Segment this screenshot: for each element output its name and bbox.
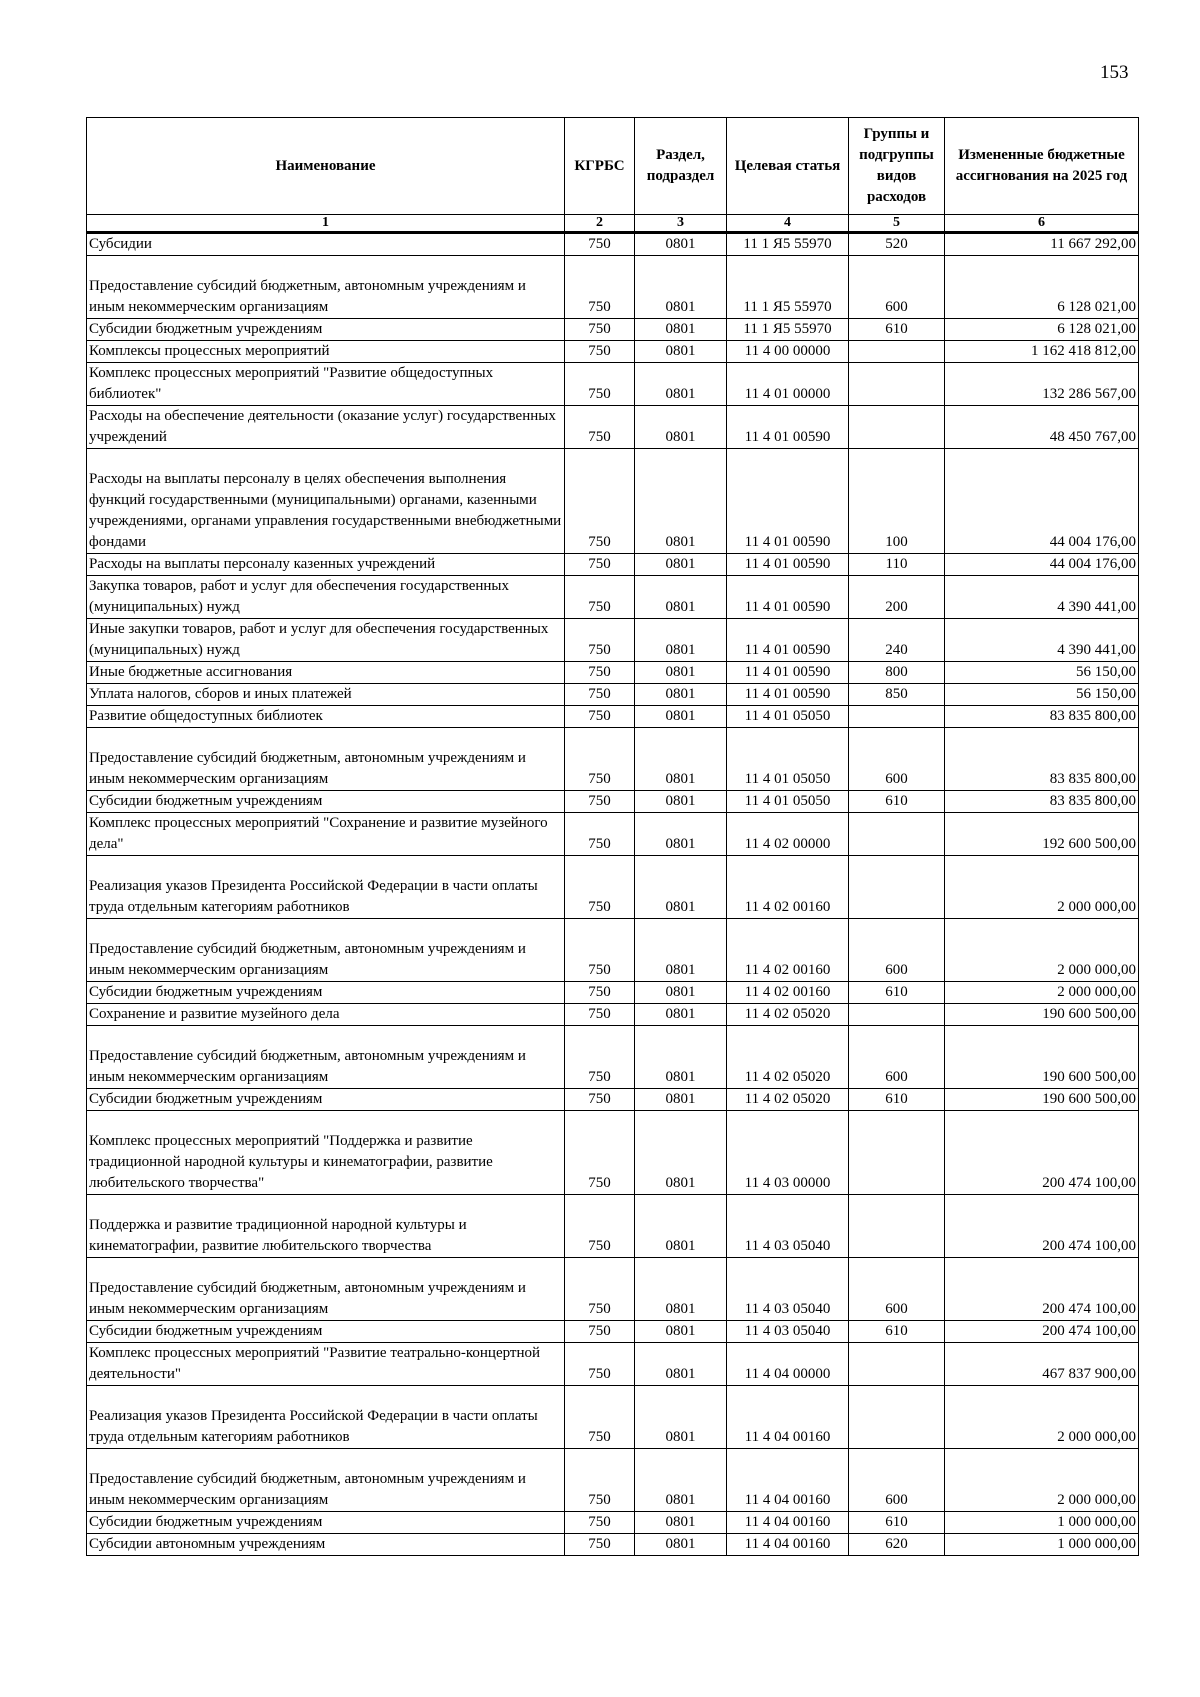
table-row <box>87 919 1139 982</box>
row-target-article: 11 4 04 00000 <box>727 1343 849 1386</box>
row-razdel: 0801 <box>635 1089 727 1111</box>
row-razdel: 0801 <box>635 1195 727 1258</box>
row-kgrbs: 750 <box>565 363 635 406</box>
table-row <box>87 449 1139 554</box>
row-target-article: 11 4 03 05040 <box>727 1321 849 1343</box>
row-razdel: 0801 <box>635 1321 727 1343</box>
row-amount: 200 474 100,00 <box>945 1195 1139 1258</box>
row-expense-type: 600 <box>849 919 945 982</box>
row-target-article: 11 4 01 00590 <box>727 619 849 662</box>
row-kgrbs: 750 <box>565 1534 635 1556</box>
row-kgrbs: 750 <box>565 919 635 982</box>
row-kgrbs: 750 <box>565 449 635 554</box>
row-target-article: 11 1 Я5 55970 <box>727 233 849 256</box>
row-kgrbs: 750 <box>565 1026 635 1089</box>
row-target-article: 11 4 03 05040 <box>727 1195 849 1258</box>
row-amount: 56 150,00 <box>945 662 1139 684</box>
row-amount: 2 000 000,00 <box>945 856 1139 919</box>
header-amount: Измененные бюджетные ассигнования на 2025 год <box>945 118 1139 215</box>
row-name: Комплекс процессных мероприятий "Поддержка и развитие традиционной народной культуры и кинематографии, развитие любительского творчества" <box>87 1111 565 1195</box>
row-target-article: 11 4 04 00160 <box>727 1512 849 1534</box>
row-razdel: 0801 <box>635 341 727 363</box>
row-target-article: 11 4 02 05020 <box>727 1026 849 1089</box>
column-number: 2 <box>565 215 635 233</box>
table-row <box>87 728 1139 791</box>
row-razdel: 0801 <box>635 576 727 619</box>
table-row <box>87 1343 1139 1386</box>
row-amount: 192 600 500,00 <box>945 813 1139 856</box>
row-razdel: 0801 <box>635 662 727 684</box>
row-amount: 1 000 000,00 <box>945 1534 1139 1556</box>
row-kgrbs: 750 <box>565 706 635 728</box>
table-row <box>87 982 1139 1004</box>
row-amount: 1 000 000,00 <box>945 1512 1139 1534</box>
row-expense-type: 110 <box>849 554 945 576</box>
row-razdel: 0801 <box>635 1258 727 1321</box>
row-name: Сохранение и развитие музейного дела <box>87 1004 565 1026</box>
table-row <box>87 554 1139 576</box>
row-expense-type: 610 <box>849 319 945 341</box>
table-row <box>87 1449 1139 1512</box>
row-name: Реализация указов Президента Российской Федерации в части оплаты труда отдельным категориям работников <box>87 856 565 919</box>
column-number: 5 <box>849 215 945 233</box>
row-target-article: 11 4 01 05050 <box>727 791 849 813</box>
row-target-article: 11 1 Я5 55970 <box>727 256 849 319</box>
table-row <box>87 791 1139 813</box>
row-amount: 4 390 441,00 <box>945 576 1139 619</box>
row-name: Субсидии бюджетным учреждениям <box>87 791 565 813</box>
row-expense-type: 600 <box>849 728 945 791</box>
row-kgrbs: 750 <box>565 791 635 813</box>
row-expense-type <box>849 406 945 449</box>
row-name: Комплексы процессных мероприятий <box>87 341 565 363</box>
table-row <box>87 1386 1139 1449</box>
table-body <box>87 233 1139 1556</box>
header-kgrbs: КГРБС <box>565 118 635 215</box>
row-expense-type <box>849 706 945 728</box>
row-name: Иные закупки товаров, работ и услуг для обеспечения государственных (муниципальных) нужд <box>87 619 565 662</box>
row-razdel: 0801 <box>635 233 727 256</box>
row-razdel: 0801 <box>635 728 727 791</box>
row-target-article: 11 1 Я5 55970 <box>727 319 849 341</box>
row-kgrbs: 750 <box>565 406 635 449</box>
row-amount: 6 128 021,00 <box>945 256 1139 319</box>
table-row <box>87 856 1139 919</box>
row-expense-type <box>849 856 945 919</box>
row-amount: 200 474 100,00 <box>945 1111 1139 1195</box>
row-kgrbs: 750 <box>565 319 635 341</box>
row-kgrbs: 750 <box>565 728 635 791</box>
table-row <box>87 1195 1139 1258</box>
table-row <box>87 684 1139 706</box>
row-expense-type: 600 <box>849 1449 945 1512</box>
table-row <box>87 233 1139 256</box>
row-target-article: 11 4 02 00000 <box>727 813 849 856</box>
row-name: Поддержка и развитие традиционной народной культуры и кинематографии, развитие любительского творчества <box>87 1195 565 1258</box>
row-expense-type: 100 <box>849 449 945 554</box>
table-row <box>87 256 1139 319</box>
row-name: Комплекс процессных мероприятий "Развитие общедоступных библиотек" <box>87 363 565 406</box>
row-razdel: 0801 <box>635 1343 727 1386</box>
row-expense-type <box>849 1004 945 1026</box>
row-expense-type: 610 <box>849 1512 945 1534</box>
row-razdel: 0801 <box>635 1534 727 1556</box>
row-razdel: 0801 <box>635 1026 727 1089</box>
row-expense-type <box>849 813 945 856</box>
row-amount: 200 474 100,00 <box>945 1258 1139 1321</box>
row-kgrbs: 750 <box>565 856 635 919</box>
row-target-article: 11 4 01 00590 <box>727 662 849 684</box>
row-target-article: 11 4 03 00000 <box>727 1111 849 1195</box>
row-expense-type <box>849 341 945 363</box>
row-name: Субсидии <box>87 233 565 256</box>
row-amount: 190 600 500,00 <box>945 1089 1139 1111</box>
row-expense-type <box>849 1343 945 1386</box>
row-expense-type: 620 <box>849 1534 945 1556</box>
header-name: Наименование <box>87 118 565 215</box>
row-name: Расходы на выплаты персоналу казенных учреждений <box>87 554 565 576</box>
row-name: Уплата налогов, сборов и иных платежей <box>87 684 565 706</box>
row-target-article: 11 4 04 00160 <box>727 1449 849 1512</box>
row-expense-type: 610 <box>849 1321 945 1343</box>
row-expense-type <box>849 1111 945 1195</box>
row-amount: 83 835 800,00 <box>945 791 1139 813</box>
row-target-article: 11 4 01 00590 <box>727 554 849 576</box>
table-row <box>87 619 1139 662</box>
row-target-article: 11 4 02 00160 <box>727 982 849 1004</box>
table-row <box>87 662 1139 684</box>
row-name: Развитие общедоступных библиотек <box>87 706 565 728</box>
row-kgrbs: 750 <box>565 256 635 319</box>
row-razdel: 0801 <box>635 1386 727 1449</box>
row-target-article: 11 4 01 05050 <box>727 706 849 728</box>
table-row <box>87 1004 1139 1026</box>
row-target-article: 11 4 01 00000 <box>727 363 849 406</box>
row-razdel: 0801 <box>635 982 727 1004</box>
row-kgrbs: 750 <box>565 1321 635 1343</box>
row-name: Закупка товаров, работ и услуг для обеспечения государственных (муниципальных) нужд <box>87 576 565 619</box>
row-name: Предоставление субсидий бюджетным, автономным учреждениям и иным некоммерческим организациям <box>87 256 565 319</box>
header-vid: Группы и подгруппы видов расходов <box>849 118 945 215</box>
row-razdel: 0801 <box>635 319 727 341</box>
table-row <box>87 341 1139 363</box>
row-expense-type <box>849 1195 945 1258</box>
row-name: Субсидии автономным учреждениям <box>87 1534 565 1556</box>
column-number: 1 <box>87 215 565 233</box>
row-razdel: 0801 <box>635 1449 727 1512</box>
row-name: Предоставление субсидий бюджетным, автономным учреждениям и иным некоммерческим организациям <box>87 1449 565 1512</box>
row-name: Расходы на обеспечение деятельности (оказание услуг) государственных учреждений <box>87 406 565 449</box>
row-target-article: 11 4 02 05020 <box>727 1089 849 1111</box>
table-row <box>87 406 1139 449</box>
row-razdel: 0801 <box>635 406 727 449</box>
row-name: Субсидии бюджетным учреждениям <box>87 1089 565 1111</box>
row-target-article: 11 4 04 00160 <box>727 1386 849 1449</box>
row-target-article: 11 4 02 00160 <box>727 919 849 982</box>
row-kgrbs: 750 <box>565 982 635 1004</box>
row-target-article: 11 4 03 05040 <box>727 1258 849 1321</box>
table-row <box>87 1026 1139 1089</box>
row-amount: 132 286 567,00 <box>945 363 1139 406</box>
row-expense-type: 610 <box>849 1089 945 1111</box>
row-expense-type <box>849 363 945 406</box>
row-kgrbs: 750 <box>565 813 635 856</box>
row-name: Иные бюджетные ассигнования <box>87 662 565 684</box>
row-razdel: 0801 <box>635 256 727 319</box>
row-target-article: 11 4 01 00590 <box>727 684 849 706</box>
row-expense-type: 600 <box>849 1258 945 1321</box>
row-name: Комплекс процессных мероприятий "Развитие театрально-концертной деятельности" <box>87 1343 565 1386</box>
row-amount: 190 600 500,00 <box>945 1004 1139 1026</box>
row-kgrbs: 750 <box>565 1195 635 1258</box>
row-kgrbs: 750 <box>565 1512 635 1534</box>
row-name: Реализация указов Президента Российской Федерации в части оплаты труда отдельным категориям работников <box>87 1386 565 1449</box>
table-row <box>87 576 1139 619</box>
row-name: Предоставление субсидий бюджетным, автономным учреждениям и иным некоммерческим организациям <box>87 728 565 791</box>
header-razdel: Раздел, подраздел <box>635 118 727 215</box>
row-amount: 83 835 800,00 <box>945 706 1139 728</box>
row-amount: 48 450 767,00 <box>945 406 1139 449</box>
row-expense-type: 240 <box>849 619 945 662</box>
row-name: Предоставление субсидий бюджетным, автономным учреждениям и иным некоммерческим организациям <box>87 1258 565 1321</box>
row-name: Субсидии бюджетным учреждениям <box>87 1321 565 1343</box>
row-amount: 2 000 000,00 <box>945 919 1139 982</box>
row-kgrbs: 750 <box>565 684 635 706</box>
row-expense-type: 850 <box>849 684 945 706</box>
row-amount: 56 150,00 <box>945 684 1139 706</box>
table-row <box>87 813 1139 856</box>
row-expense-type: 200 <box>849 576 945 619</box>
row-kgrbs: 750 <box>565 1449 635 1512</box>
column-number: 3 <box>635 215 727 233</box>
row-razdel: 0801 <box>635 919 727 982</box>
row-target-article: 11 4 01 00590 <box>727 406 849 449</box>
row-amount: 2 000 000,00 <box>945 1449 1139 1512</box>
row-target-article: 11 4 02 05020 <box>727 1004 849 1026</box>
table-row <box>87 1111 1139 1195</box>
row-expense-type: 520 <box>849 233 945 256</box>
row-amount: 467 837 900,00 <box>945 1343 1139 1386</box>
row-name: Комплекс процессных мероприятий "Сохранение и развитие музейного дела" <box>87 813 565 856</box>
row-razdel: 0801 <box>635 856 727 919</box>
row-expense-type: 610 <box>849 982 945 1004</box>
row-kgrbs: 750 <box>565 1089 635 1111</box>
row-kgrbs: 750 <box>565 341 635 363</box>
table-row <box>87 1534 1139 1556</box>
row-amount: 6 128 021,00 <box>945 319 1139 341</box>
row-kgrbs: 750 <box>565 1111 635 1195</box>
row-razdel: 0801 <box>635 1512 727 1534</box>
page-number: 153 <box>1100 62 1129 83</box>
row-razdel: 0801 <box>635 619 727 662</box>
table-row <box>87 363 1139 406</box>
row-kgrbs: 750 <box>565 1258 635 1321</box>
table-row <box>87 706 1139 728</box>
row-amount: 1 162 418 812,00 <box>945 341 1139 363</box>
row-kgrbs: 750 <box>565 1386 635 1449</box>
row-razdel: 0801 <box>635 554 727 576</box>
row-amount: 4 390 441,00 <box>945 619 1139 662</box>
row-name: Субсидии бюджетным учреждениям <box>87 319 565 341</box>
row-name: Субсидии бюджетным учреждениям <box>87 1512 565 1534</box>
budget-table <box>86 117 1139 1556</box>
row-razdel: 0801 <box>635 1004 727 1026</box>
row-target-article: 11 4 02 00160 <box>727 856 849 919</box>
row-expense-type <box>849 1386 945 1449</box>
row-kgrbs: 750 <box>565 554 635 576</box>
row-expense-type: 610 <box>849 791 945 813</box>
column-number: 4 <box>727 215 849 233</box>
row-target-article: 11 4 00 00000 <box>727 341 849 363</box>
row-amount: 2 000 000,00 <box>945 982 1139 1004</box>
row-kgrbs: 750 <box>565 576 635 619</box>
row-expense-type: 600 <box>849 1026 945 1089</box>
row-amount: 200 474 100,00 <box>945 1321 1139 1343</box>
row-name: Субсидии бюджетным учреждениям <box>87 982 565 1004</box>
table-row <box>87 1089 1139 1111</box>
row-target-article: 11 4 01 00590 <box>727 449 849 554</box>
row-amount: 11 667 292,00 <box>945 233 1139 256</box>
row-razdel: 0801 <box>635 706 727 728</box>
header-statya: Целевая статья <box>727 118 849 215</box>
row-expense-type: 600 <box>849 256 945 319</box>
row-amount: 44 004 176,00 <box>945 554 1139 576</box>
row-razdel: 0801 <box>635 449 727 554</box>
row-razdel: 0801 <box>635 684 727 706</box>
row-expense-type: 800 <box>849 662 945 684</box>
row-amount: 2 000 000,00 <box>945 1386 1139 1449</box>
row-target-article: 11 4 04 00160 <box>727 1534 849 1556</box>
row-kgrbs: 750 <box>565 662 635 684</box>
table-row <box>87 319 1139 341</box>
row-name: Расходы на выплаты персоналу в целях обеспечения выполнения функций государственными (муниципальными) органами, казенными учреждениями, органами управления государственными внебюджетными фондами <box>87 449 565 554</box>
table-row <box>87 1512 1139 1534</box>
column-number: 6 <box>945 215 1139 233</box>
row-kgrbs: 750 <box>565 1004 635 1026</box>
row-amount: 44 004 176,00 <box>945 449 1139 554</box>
row-razdel: 0801 <box>635 813 727 856</box>
row-name: Предоставление субсидий бюджетным, автономным учреждениям и иным некоммерческим организациям <box>87 1026 565 1089</box>
table-row <box>87 1321 1139 1343</box>
row-amount: 83 835 800,00 <box>945 728 1139 791</box>
row-razdel: 0801 <box>635 363 727 406</box>
row-razdel: 0801 <box>635 791 727 813</box>
row-kgrbs: 750 <box>565 233 635 256</box>
table-row <box>87 1258 1139 1321</box>
row-razdel: 0801 <box>635 1111 727 1195</box>
row-name: Предоставление субсидий бюджетным, автономным учреждениям и иным некоммерческим организациям <box>87 919 565 982</box>
row-target-article: 11 4 01 05050 <box>727 728 849 791</box>
row-kgrbs: 750 <box>565 1343 635 1386</box>
row-kgrbs: 750 <box>565 619 635 662</box>
row-target-article: 11 4 01 00590 <box>727 576 849 619</box>
row-amount: 190 600 500,00 <box>945 1026 1139 1089</box>
